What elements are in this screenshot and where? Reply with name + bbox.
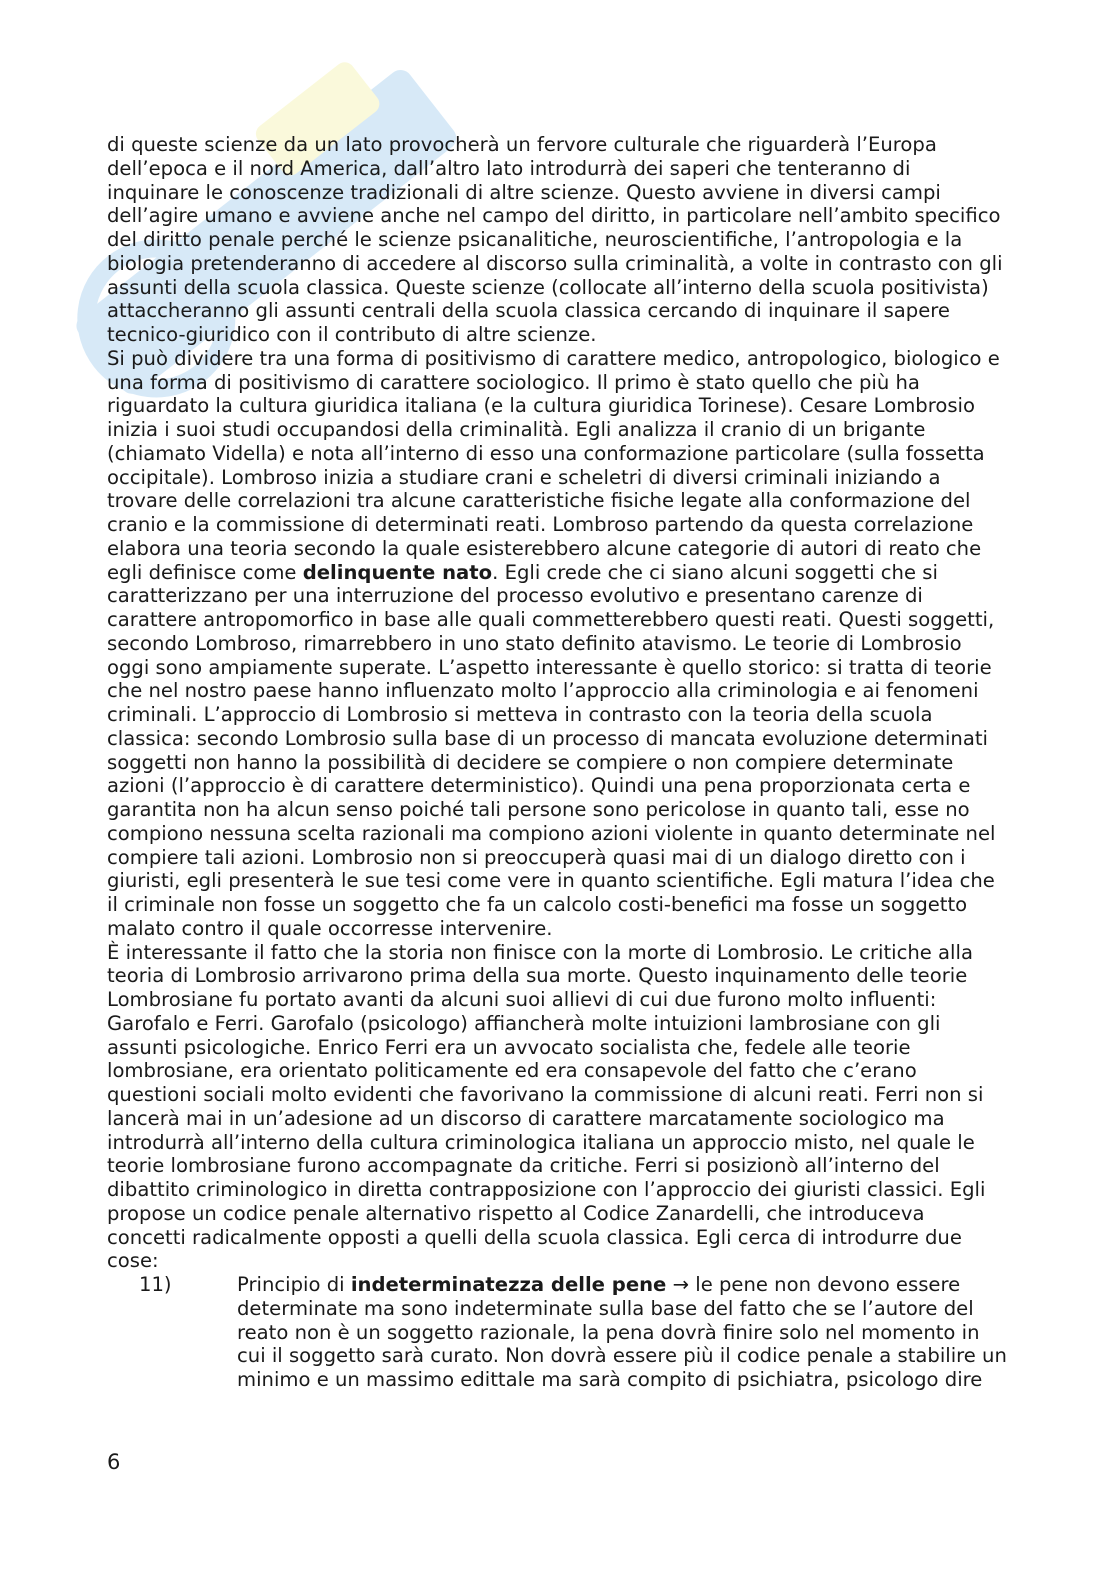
page-number: 6 <box>107 1450 121 1474</box>
list-number: 11) <box>139 1273 172 1296</box>
document-body <box>107 133 1007 1392</box>
list-lead: Principio di <box>237 1273 345 1296</box>
bold-term: delinquente nato <box>302 560 493 584</box>
list-item <box>107 1273 1007 1392</box>
list-bold-term: indeterminatezza delle pene <box>350 1273 667 1296</box>
paragraph: di queste scienze da un lato provocherà un fervore culturale che riguarderà l’Europa dell’epoca e il nord America, dall’altro lato introdurrà dei saperi che tenteranno di inquinare le conoscenze tradizionali di altre scienze. Questo avviene in diversi campi dell’agire umano e avviene anche nel campo del diritto, in particolare nell’ambito specifico del diritto penale perché le scienze psicanalitiche, neuroscientifiche, l’antropologia e la biologia pretenderanno di accedere al discorso sulla criminalità, a volte in contrasto con gli assunti della scuola classica. Queste scienze (collocate all’interno della scuola positivista) attaccheranno gli assunti centrali della scuola classica cercando di inquinare il sapere tecnico-giuridico con il contributo di altre scienze. <box>107 133 1003 346</box>
paragraph <box>107 347 1007 941</box>
paragraph-text: . Egli crede che ci siano alcuni soggetti che si caratterizzano per una interruzione del processo evolutivo e presentano carenze di carattere antropomorfico in base alle quali commetterebbero questi reati. Questi soggetti, secondo Lombroso, rimarrebbero in uno stato definito atavismo. Le teorie di Lombrosio oggi sono ampiamente superate. L’aspetto interessante è quello storico: si tratta di teorie che nel nostro paese hanno influenzato molto l’approccio alla criminologia e ai fenomeni criminali. L’approccio di Lombrosio si metteva in contrasto con la teoria della scuola classica: secondo Lombrosio sulla base di un processo di mancata evoluzione determinati soggetti non hanno la possibilità di decidere se compiere o non compiere determinate azioni (l’approccio è di carattere deterministico). Quindi una pena proporzionata certa e garantita non ha alcun senso poiché tali persone sono pericolose in quanto tali, esse no compiono nessuna scelta razionali ma compiono azioni violente in quanto determinate nel compiere tali azioni. Lombrosio non si preoccuperà quasi mai di un dialogo diretto con i giuristi, egli presenterà le sue tesi come vere in quanto scientifiche. Egli matura l’idea che il criminale non fosse un soggetto che fa un calcolo costi-benefici ma fosse un soggetto malato contro il quale occorresse intervenire. <box>107 560 996 940</box>
paragraph-text: Si può dividere tra una forma di positivismo di carattere medico, antropologico, biologico e una forma di positivismo di carattere sociologico. Il primo è stato quello che più ha riguardato la cultura giuridica italiana (e la cultura giuridica Torinese). Cesare Lombrosio inizia i suoi studi occupandosi della criminalità. Egli analizza il cranio di un brigante (chiamato Vidella) e nota all’interno di esso una conformazione particolare (sulla fossetta occipitale). Lombroso inizia a studiare crani e scheletri di diversi criminali iniziando a trovare delle correlazioni tra alcune caratteristiche fisiche legate alla conformazione del cranio e la commissione di determinati reati. Lombroso partendo da questa correlazione elabora una teoria secondo la quale esisterebbero alcune categorie di autori di reato che egli definisce come <box>107 346 1000 584</box>
arrow-icon: → <box>672 1273 690 1296</box>
paragraph: È interessante il fatto che la storia non finisce con la morte di Lombrosio. Le critiche alla teoria di Lombrosio arrivarono prima della sua morte. Questo inquinamento delle teorie Lombrosiane fu portato avanti da alcuni suoi allievi di cui due furono molto influenti: Garofalo e Ferri. Garofalo (psicologo) affiancherà molte intuizioni lambrosiane con gli assunti psicologiche. Enrico Ferri era un avvocato socialista che, fedele alle teorie lombrosiane, era orientato politicamente ed era consapevole del fatto che c’erano questioni sociali molto evidenti che favorivano la commissione di alcuni reati. Ferri non si lancerà mai in un’adesione ad un discorso di carattere marcatamente sociologico ma introdurrà all’interno della cultura criminologica italiana un approccio misto, nel quale le teorie lombrosiane furono accompagnate da critiche. Ferri si posizionò all’interno del dibattito criminologico in diretta contrapposizione con l’approccio dei giuristi classici. Egli propose un codice penale alternativo rispetto al Codice Zanardelli, che introduceva concetti radicalmente opposti a quelli della scuola classica. Egli cerca di introdurre due cose: <box>107 940 986 1273</box>
list-text: le pene non devono essere determinate ma sono indeterminate sulla base del fatto che se l’autore del reato non è un soggetto razionale, la pena dovrà finire solo nel momento in cui il soggetto sarà curato. Non dovrà essere più il codice penale a stabilire un minimo e un massimo edittale ma sarà compito di psichiatra, psicologo dire <box>237 1273 1007 1391</box>
